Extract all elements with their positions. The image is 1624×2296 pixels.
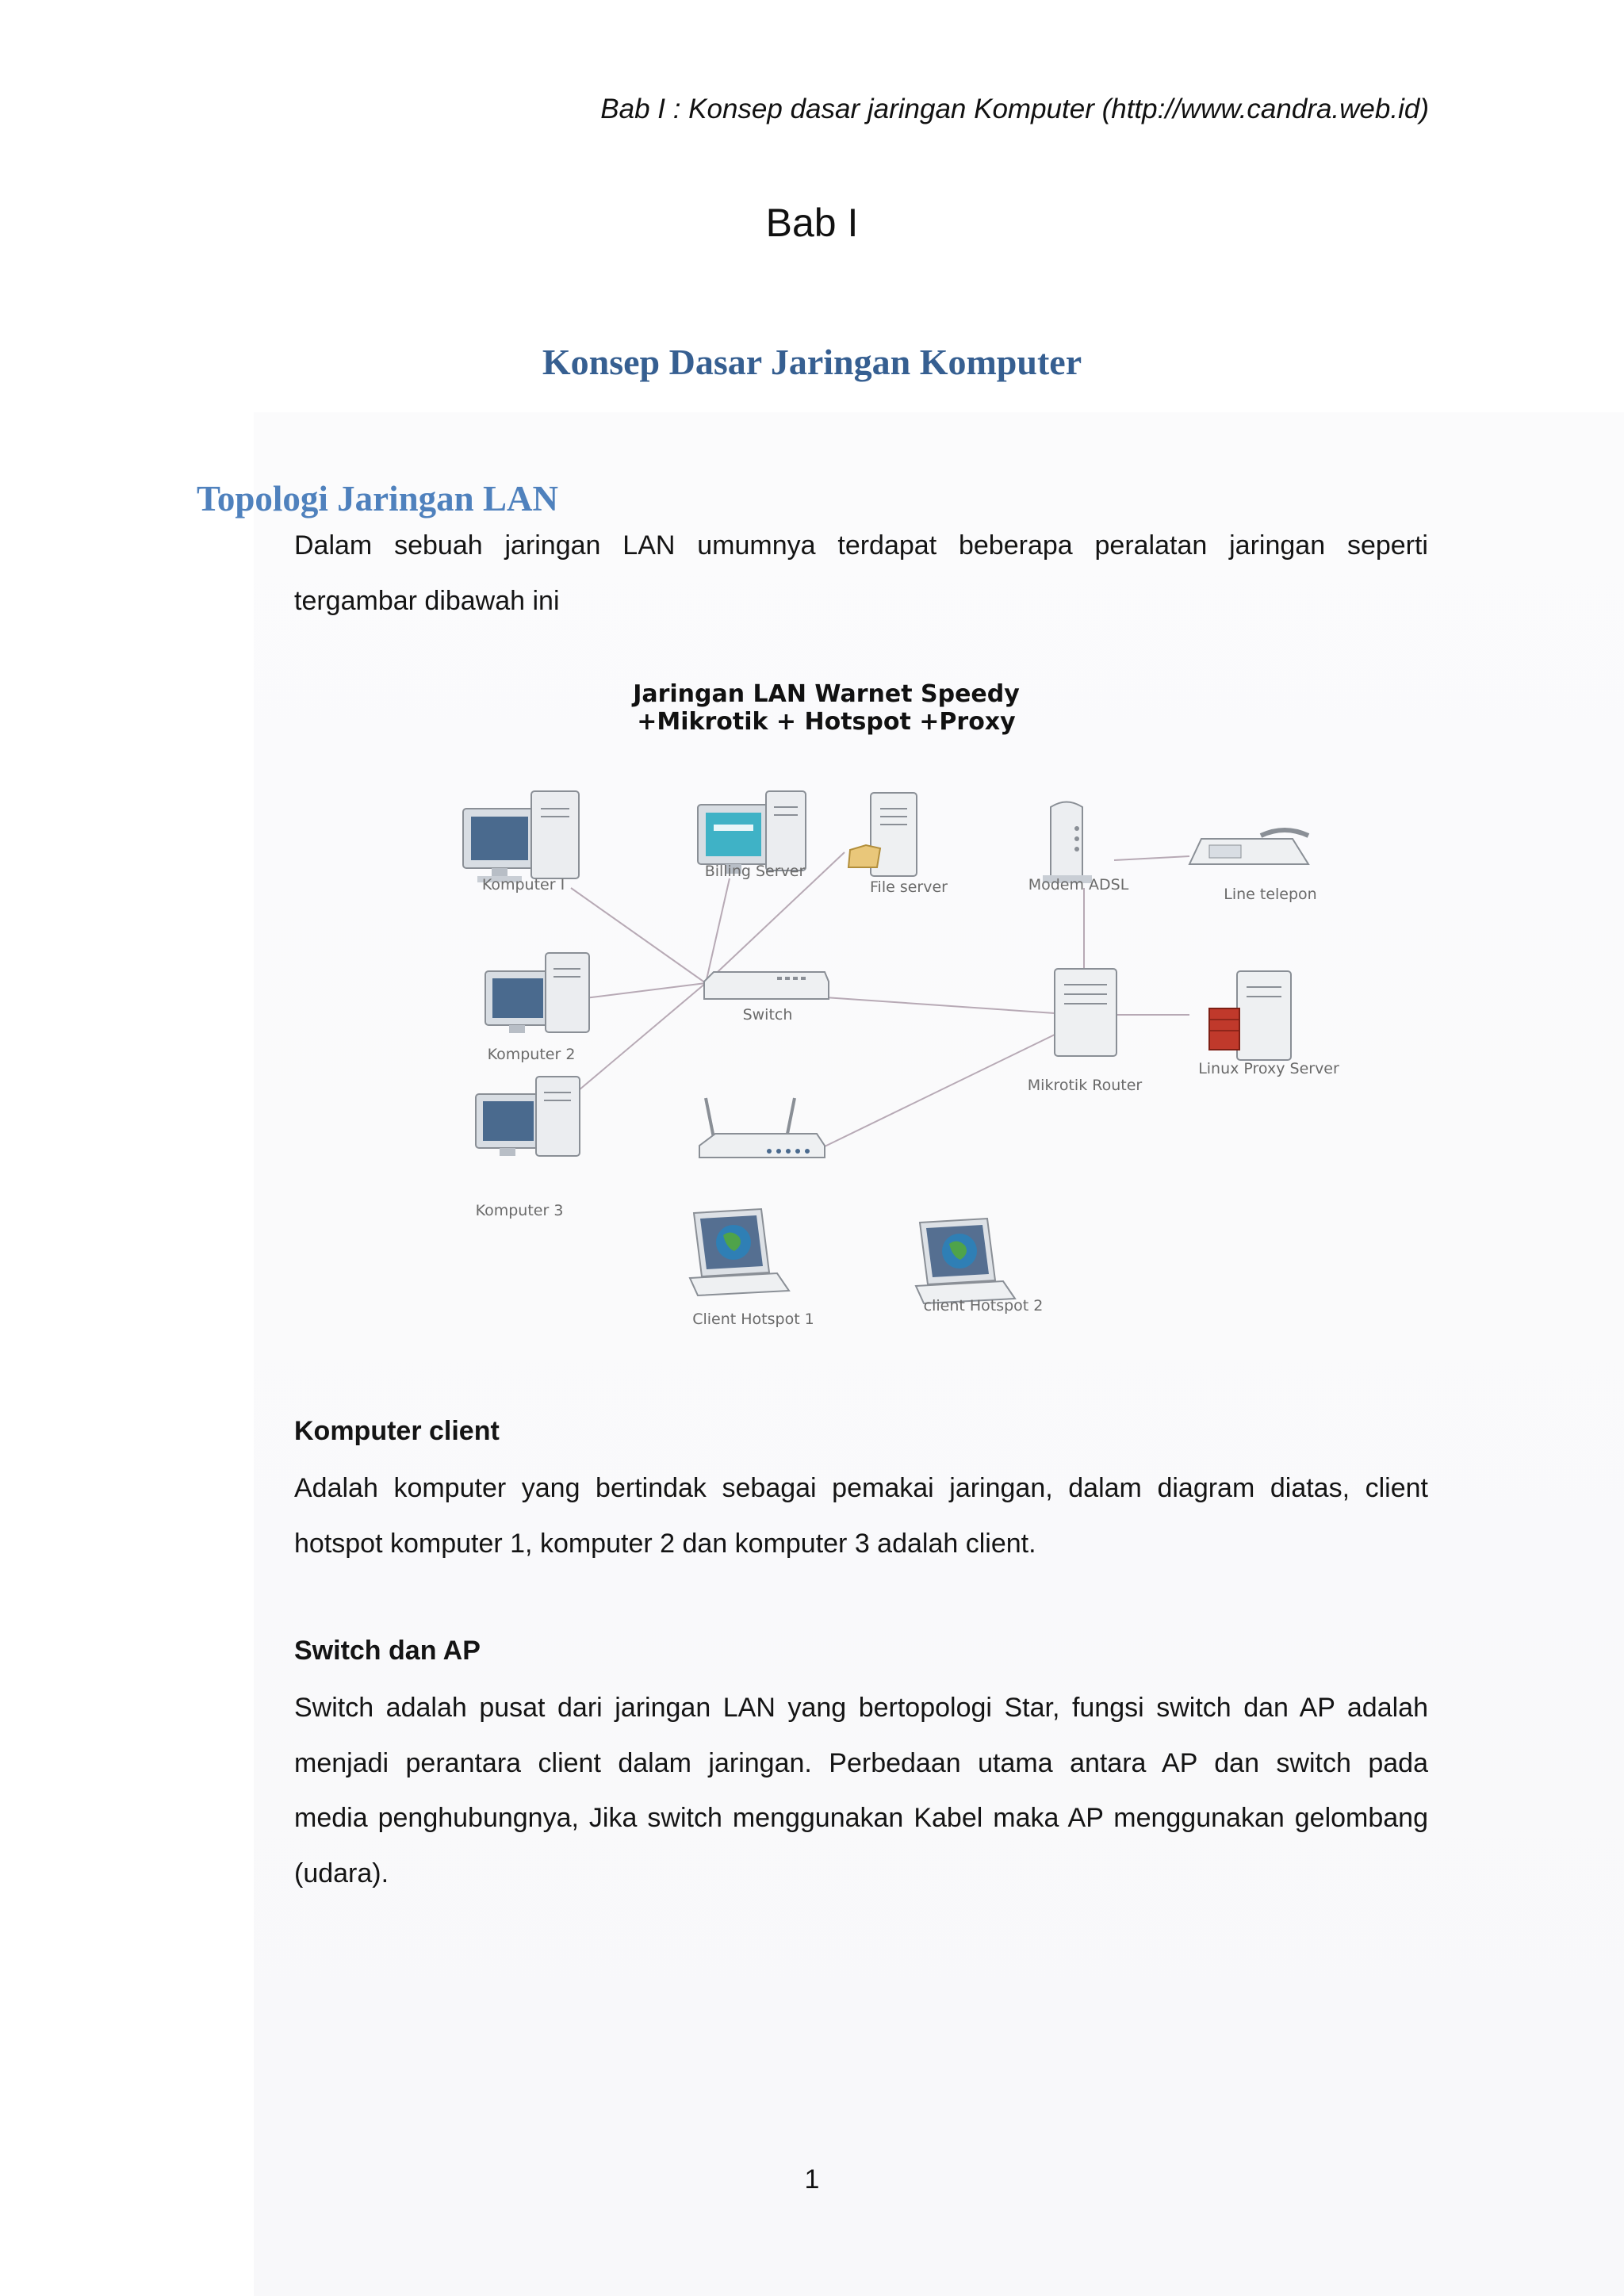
telephone-icon [1189,830,1308,864]
paragraph-line: media penghubungnya, Jika switch menggunakan Kabel maka AP menggunakan gelombang [294,1803,1428,1833]
mikrotik-router-label: Mikrotik Router [1027,1077,1143,1094]
intro-line: Dalam sebuah jaringan LAN umumnya terdapat beberapa peralatan jaringan seperti [294,530,1428,561]
paragraph-line: hotspot komputer 1, komputer 2 dan komputer 3 adalah client. [294,1528,1036,1559]
running-header: Bab I : Konsep dasar jaringan Komputer (http://www.candra.web.id) [600,94,1429,124]
komputer1-label: Komputer I [481,876,565,894]
access-point-icon [699,1098,825,1158]
linux-proxy-server-label: Linux Proxy Server [1198,1060,1339,1077]
client-hotspot1-icon [690,1209,789,1295]
client-hotspot1-label: Client Hotspot 1 [692,1311,814,1328]
page-number: 1 [804,2164,820,2195]
intro-line: tergambar dibawah ini [294,585,560,616]
billing-server-icon [698,791,806,874]
komputer2-icon [485,953,589,1033]
switch-ap-heading: Switch dan AP [294,1636,481,1666]
intro-paragraph [294,519,1428,629]
chapter-title: Konsep Dasar Jaringan Komputer [542,342,1082,382]
switch-ap-paragraph [294,1681,1428,1901]
file-server-label: File server [870,878,948,896]
client-hotspot2-icon [916,1219,1015,1303]
paragraph-line: Adalah komputer yang bertindak sebagai pemakai jaringan, dalam diagram diatas, client [294,1473,1428,1503]
komputer2-label: Komputer 2 [487,1046,576,1063]
komputer3-label: Komputer 3 [475,1202,564,1219]
telephone-label: Line telepon [1224,886,1317,903]
modem-adsl-label: Modem ADSL [1028,876,1129,894]
switch-label: Switch [742,1006,793,1024]
file-server-icon [848,793,917,876]
billing-server-label: Billing Server [704,863,806,880]
paragraph-line: Switch adalah pusat dari jaringan LAN yang bertopologi Star, fungsi switch dan AP adalah [294,1693,1428,1723]
diagram-title-line1: Jaringan LAN Warnet Speedy [633,680,1020,708]
modem-adsl-icon [1043,802,1092,884]
section-heading: Topologi Jaringan LAN [197,479,558,519]
komputer1-icon [463,791,579,882]
paragraph-line: menjadi perantara client dalam jaringan. Perbedaan utama antara AP dan switch pada [294,1747,1428,1778]
mikrotik-router-icon [1055,969,1116,1056]
diagram-title-line2: +Mikrotik + Hotspot +Proxy [637,708,1016,736]
network-diagram [428,666,1380,1348]
switch-icon [704,972,829,999]
komputer-client-paragraph [294,1461,1428,1571]
chapter-label: Bab I [765,201,859,245]
linux-proxy-server-icon [1209,971,1291,1060]
paragraph-line: (udara). [294,1858,389,1888]
komputer-client-heading: Komputer client [294,1416,500,1446]
komputer3-icon [476,1077,580,1156]
client-hotspot2-label: client Hotspot 2 [923,1297,1044,1314]
